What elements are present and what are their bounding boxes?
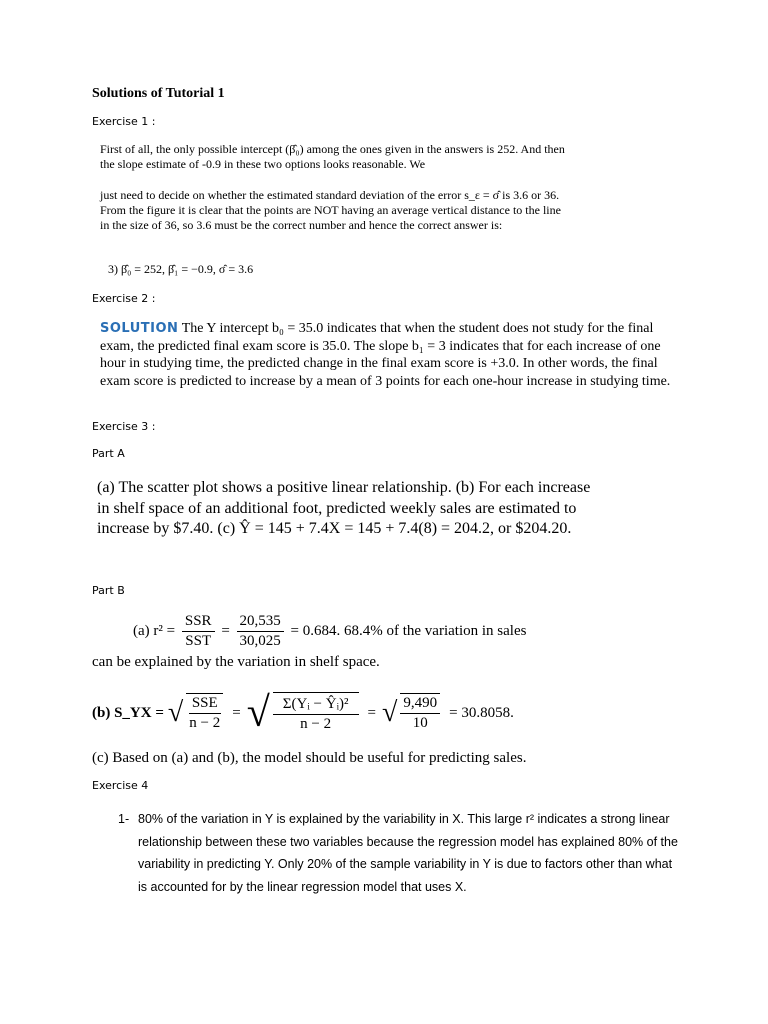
- equals-sign: =: [221, 622, 230, 639]
- fraction-denominator: n − 2: [300, 716, 332, 732]
- page-title: Solutions of Tutorial 1: [92, 86, 225, 101]
- part-a-label: Part A: [92, 447, 125, 460]
- list-item-text: 80% of the variation in Y is explained by the variability in X. This large r² indicates a strong linear relationship between these two variables because the regression model has explained 80% of the variability in predicting Y. Only 20% of the sample variability in Y is due to factors other than what is accounted for by the linear regression model that uses X.: [138, 812, 678, 894]
- part-b-b-lead: (b) S_YX =: [92, 704, 164, 721]
- fraction-denominator: 30,025: [239, 633, 281, 649]
- list-item-number: 1-: [118, 812, 130, 826]
- exercise-1-paragraph-2: just need to decide on whether the estimated standard deviation of the error s_ε = σ̂ is 3.6 or 36. From the figure it is clear that the points are NOT having an average vertical distance to the line in the size of 36, so 3.6 must be the correct number and hence the correct answer is:: [100, 188, 561, 232]
- exercise-3-label: Exercise 3 :: [92, 420, 156, 433]
- sqrt-icon: √: [246, 690, 270, 736]
- solution-heading: SOLUTION: [100, 321, 179, 336]
- fraction-numerator: SSE: [189, 694, 221, 714]
- fraction-numerator: 9,490: [400, 694, 440, 714]
- part-b-a-lead: (a) r² =: [133, 622, 176, 639]
- exercise-4-list: [118, 808, 678, 898]
- list-item: [118, 808, 678, 898]
- equals-sign: =: [367, 704, 376, 721]
- exercise-1-paragraph-1: First of all, the only possible intercept (β̂₀) among the ones given in the answers is 252. And then the slope estimate of -0.9 in these two options looks reasonable. We: [100, 142, 565, 171]
- equals-sign: =: [232, 704, 241, 721]
- part-b-a-result: = 0.684. 68.4% of the variation in sales: [290, 622, 527, 639]
- value-fraction: [237, 612, 284, 651]
- exercise-2-solution: [100, 320, 672, 390]
- ssr-sst-fraction: [182, 612, 215, 651]
- part-b-b-equation: [92, 678, 514, 748]
- exercise-4-label: Exercise 4: [92, 779, 149, 792]
- fraction-numerator: Σ(Yᵢ − Ŷᵢ)²: [273, 695, 359, 715]
- solution-text: The Y intercept b₀ = 35.0 indicates that when the student does not study for the final exam, the predicted final exam score is 35.0. The slope b₁ = 3 indicates that for each increase of one hour in studying time, the predicted change in the final exam score is +3.0. In other words, the final exam score is predicted to increase by a mean of 3 points for each one-hour increase in studying time.: [100, 321, 671, 389]
- part-b-b-result: = 30.8058.: [449, 704, 514, 721]
- part-b-label: Part B: [92, 584, 125, 597]
- part-a-text: (a) The scatter plot shows a positive linear relationship. (b) For each increase in shelf space of an additional foot, predicted weekly sales are estimated to increase by $7.40. (c) Ŷ = 145 + 7.4X = 145 + 7.4(8) = 204.2, or $204.20.: [97, 479, 591, 537]
- sse-fraction: [186, 693, 223, 733]
- part-b-a-continuation: can be explained by the variation in shelf space.: [92, 654, 380, 670]
- fraction-denominator: SST: [185, 633, 212, 649]
- numeric-fraction: [400, 693, 440, 733]
- exercise-2-label: Exercise 2 :: [92, 292, 156, 305]
- fraction-denominator: 10: [412, 715, 428, 731]
- part-b-c-text: (c) Based on (a) and (b), the model should be useful for predicting sales.: [92, 750, 527, 766]
- sqrt-icon: √: [167, 697, 184, 728]
- exercise-1-label: Exercise 1 :: [92, 115, 156, 128]
- fraction-numerator: SSR: [182, 612, 215, 632]
- sum-fraction: [273, 692, 359, 734]
- fraction-numerator: 20,535: [237, 612, 284, 632]
- sqrt-icon: √: [381, 697, 398, 728]
- exercise-1-answer: 3) β̂₀ = 252, β̂₁ = −0.9, σ̂ = 3.6: [108, 262, 254, 276]
- part-b-a-equation: [133, 612, 526, 651]
- fraction-denominator: n − 2: [189, 715, 221, 731]
